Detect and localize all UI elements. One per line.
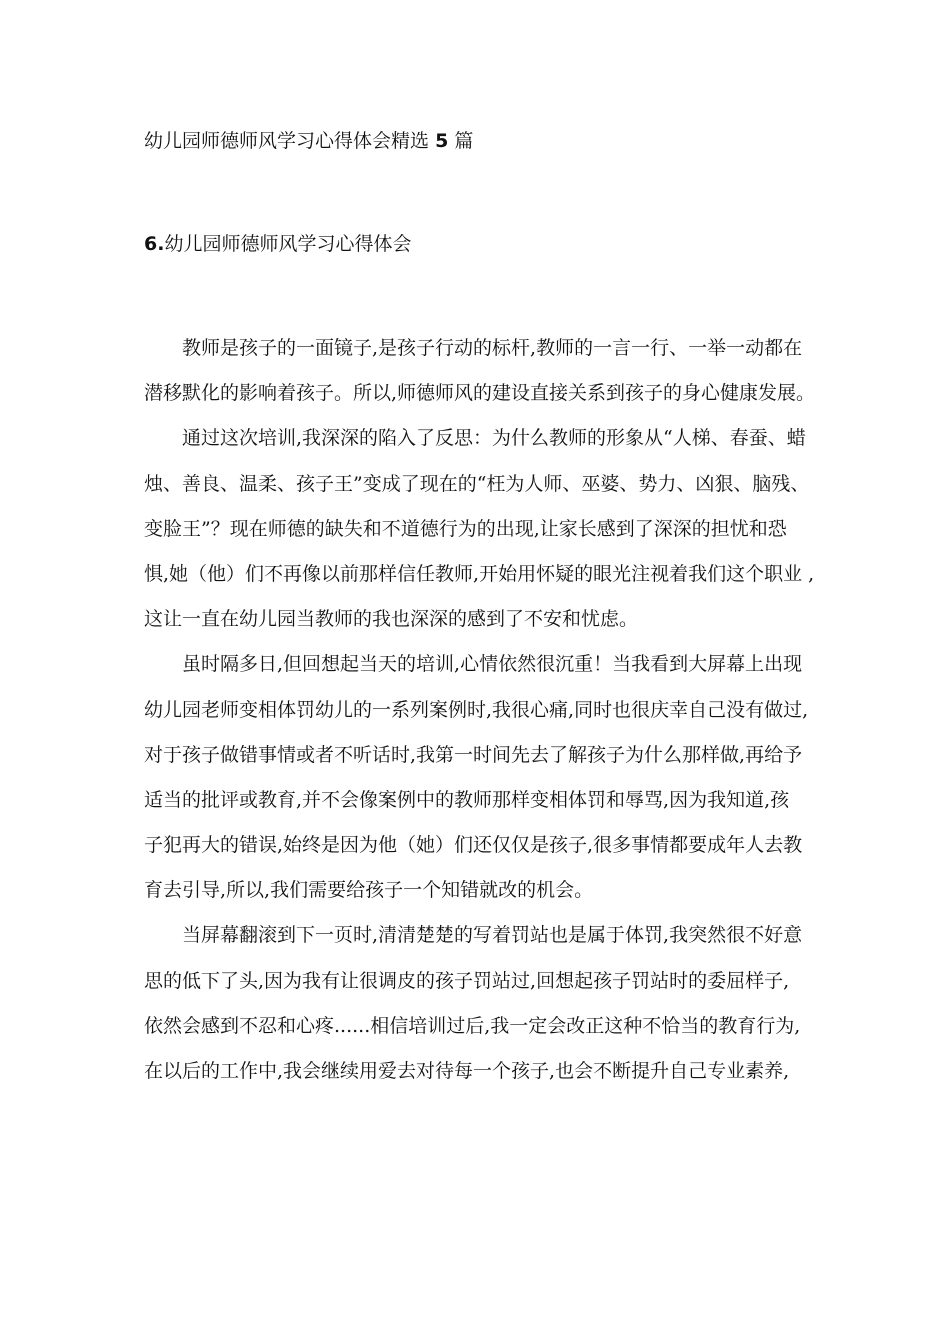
body-text xyxy=(144,334,816,1102)
text-line: 潜移默化的影响着孩子。所以,师德师风的建设直接关系到孩子的身心健康发展。 xyxy=(144,382,816,405)
text-line: 子犯再大的错误,始终是因为他（她）们还仅仅是孩子,很多事情都要成年人去教 xyxy=(144,834,803,857)
section-number: 6. xyxy=(144,233,165,255)
paragraph xyxy=(144,334,816,424)
paragraph xyxy=(144,424,816,650)
text-line: 适当的批评或教育,并不会像案例中的教师那样变相体罚和辱骂,因为我知道,孩 xyxy=(144,788,790,811)
text-line: 依然会感到不忍和心疼......相信培训过后,我一定会改正这种不恰当的教育行为, xyxy=(144,1014,801,1037)
text-line: 在以后的工作中,我会继续用爱去对待每一个孩子,也会不断提升自己专业素养, xyxy=(144,1060,790,1082)
paragraph xyxy=(144,921,816,1102)
text-line: 育去引导,所以,我们需要给孩子一个知错就改的机会。 xyxy=(144,879,594,902)
document-title-number: 5 xyxy=(435,130,449,152)
section-heading xyxy=(144,230,411,258)
text-line: 教师是孩子的一面镜子,是孩子行动的标杆,教师的一言一行、一举一动都在 xyxy=(182,337,803,359)
text-line: 烛、善良、温柔、孩子王”变成了现在的“枉为人师、巫婆、势力、凶狠、脑残、 xyxy=(144,472,810,495)
section-heading-text: 幼儿园师德师风学习心得体会 xyxy=(164,233,412,255)
text-line: 对于孩子做错事情或者不听话时,我第一时间先去了解孩子为什么那样做,再给予 xyxy=(144,743,803,766)
document-title xyxy=(144,127,473,155)
text-line: 通过这次培训,我深深的陷入了反思：为什么教师的形象从“人梯、春蚕、蜡 xyxy=(182,427,806,450)
document-title-suffix: 篇 xyxy=(454,130,474,152)
text-line: 当屏幕翻滚到下一页时,清清楚楚的写着罚站也是属于体罚,我突然很不好意 xyxy=(182,924,803,947)
text-line: 思的低下了头,因为我有让很调皮的孩子罚站过,回想起孩子罚站时的委屈样子, xyxy=(144,969,790,992)
document-title-text: 幼儿园师德师风学习心得体会精选 xyxy=(144,130,430,152)
text-line: 幼儿园老师变相体罚幼儿的一系列案例时,我很心痛,同时也很庆幸自己没有做过, xyxy=(144,698,809,721)
text-line: 这让一直在幼儿园当教师的我也深深的感到了不安和忧虑。 xyxy=(144,608,639,631)
text-line: 虽时隔多日,但回想起当天的培训,心情依然很沉重！当我看到大屏幕上出现 xyxy=(182,653,803,676)
text-line: 惧,她（他）们不再像以前那样信任教师,开始用怀疑的眼光注视着我们这个职业 , xyxy=(144,562,815,585)
text-line: 变脸王”？现在师德的缺失和不道德行为的出现,让家长感到了深深的担忧和恐 xyxy=(144,517,787,540)
paragraph xyxy=(144,650,816,921)
